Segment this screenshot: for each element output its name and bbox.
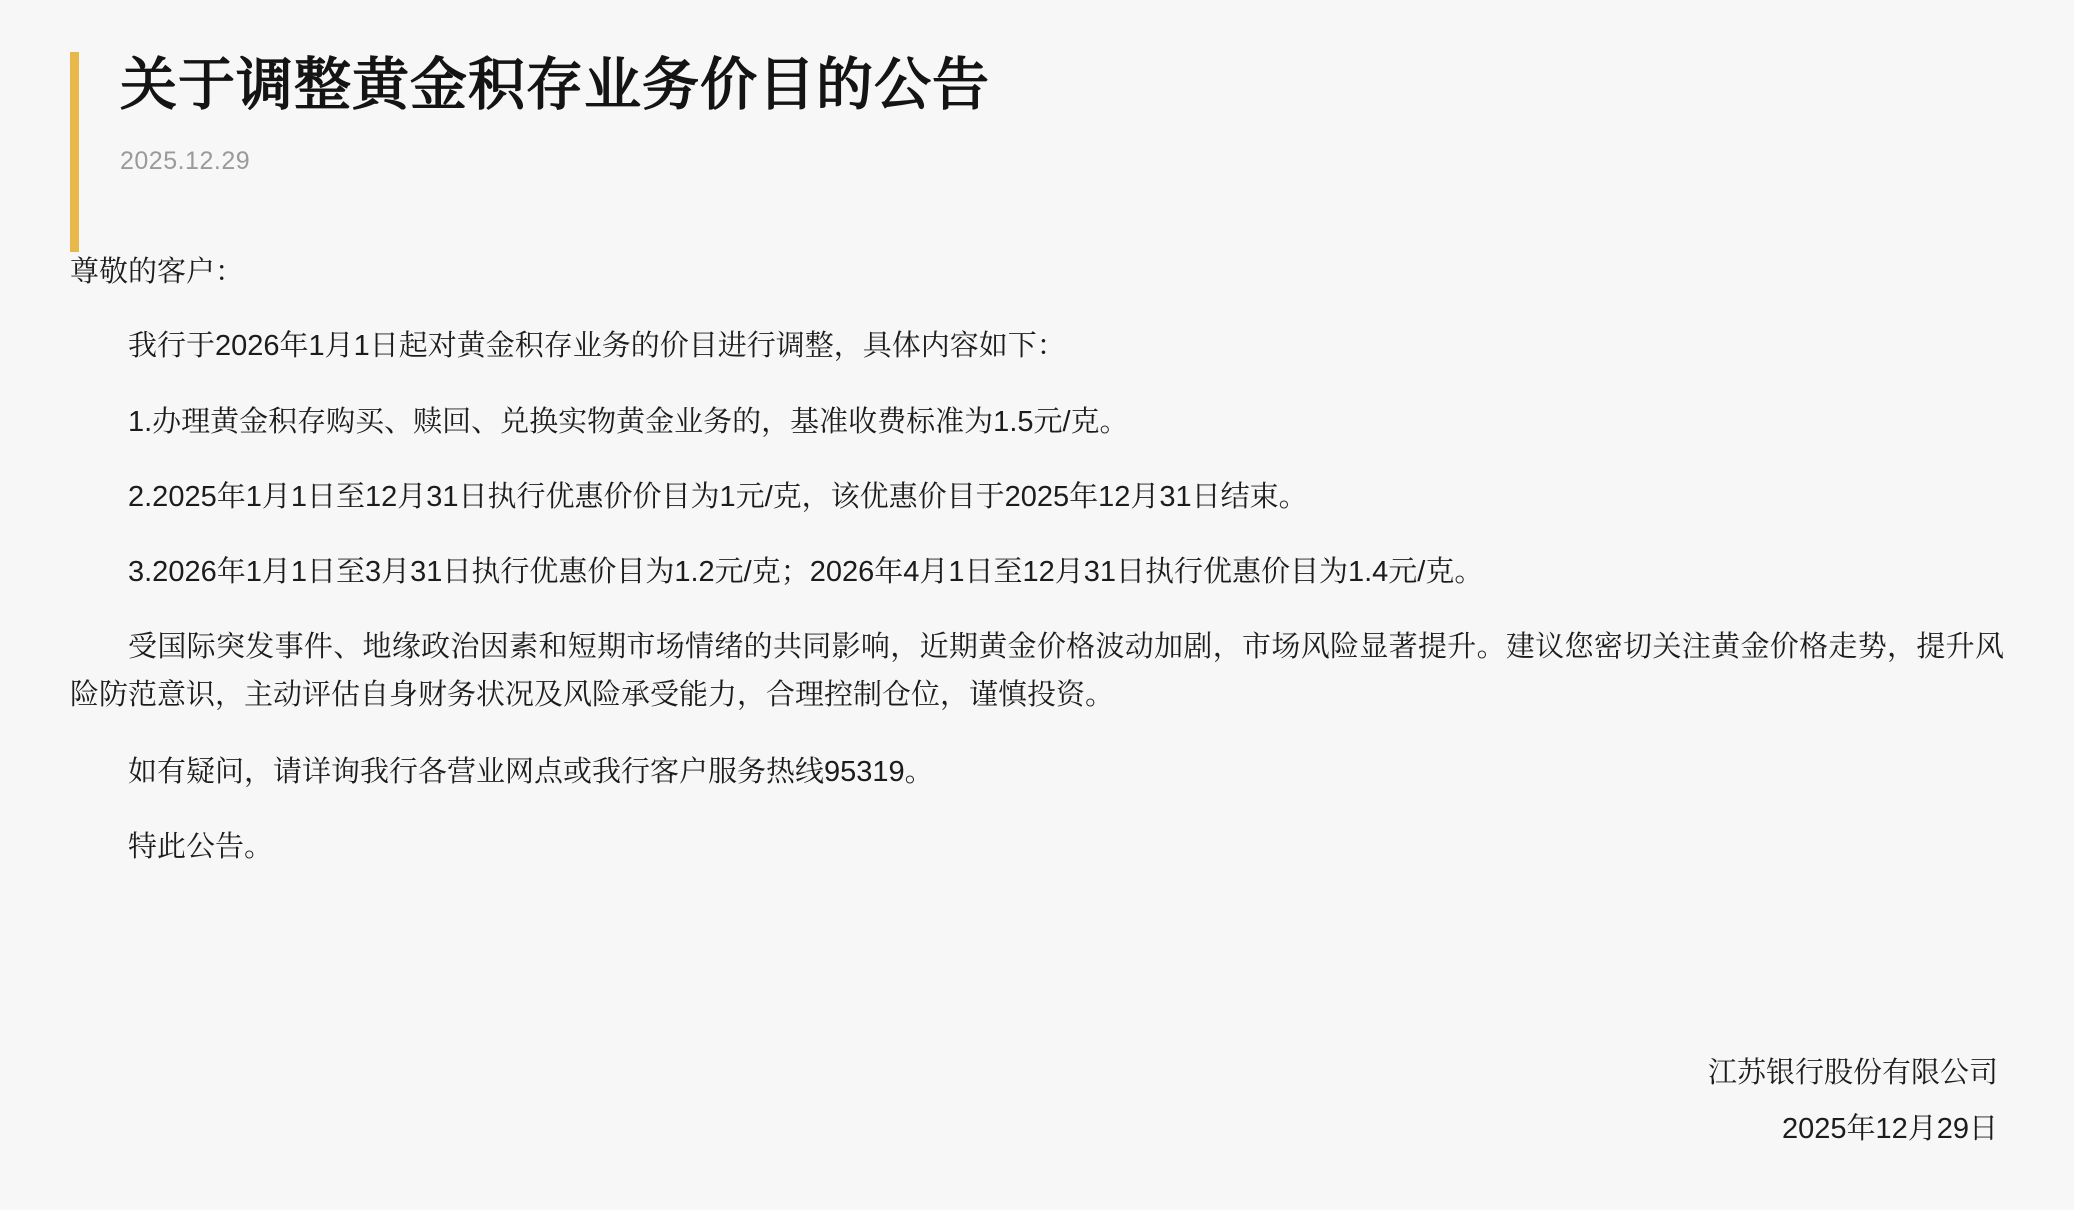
paragraph-item-3: 3.2026年1月1日至3月31日执行优惠价目为1.2元/克；2026年4月1日至12月31日执行优惠价目为1.4元/克。 — [128, 556, 1484, 589]
publish-date: 2025.12.29 — [120, 147, 251, 176]
header-text-block — [70, 50, 2074, 176]
page-title: 关于调整黄金积存业务价目的公告 — [120, 53, 990, 117]
signature-company: 江苏银行股份有限公司 — [1707, 1056, 1998, 1089]
paragraph-item-1: 1.办理黄金积存购买、赎回、兑换实物黄金业务的，基准收费标准为1.5元/克。 — [128, 405, 1129, 438]
document-body — [0, 258, 2074, 871]
document-header — [70, 0, 2074, 176]
paragraph-contact: 如有疑问，请详询我行各营业网点或我行客户服务热线95319。 — [128, 755, 934, 788]
paragraph-item-2: 2.2025年1月1日至12月31日执行优惠价价目为1元/克，该优惠价目于2025年12月31日结束。 — [128, 480, 1308, 513]
title-accent-bar — [70, 52, 79, 252]
signature-block — [1708, 1045, 1998, 1158]
paragraph-closing: 特此公告。 — [128, 831, 274, 864]
paragraph-intro: 我行于2026年1月1日起对黄金积存业务的价目进行调整，具体内容如下： — [128, 330, 1066, 363]
signature-date: 2025年12月29日 — [1781, 1113, 1998, 1146]
salutation: 尊敬的客户： — [70, 256, 245, 289]
paragraph-risk-notice: 受国际突发事件、地缘政治因素和短期市场情绪的共同影响，近期黄金价格波动加剧，市场风险显著提升。建议您密切关注黄金价格走势，提升风险防范意识，主动评估自身财务状况及风险承受能力，合理控制仓位，谨慎投资。 — [70, 631, 2004, 711]
